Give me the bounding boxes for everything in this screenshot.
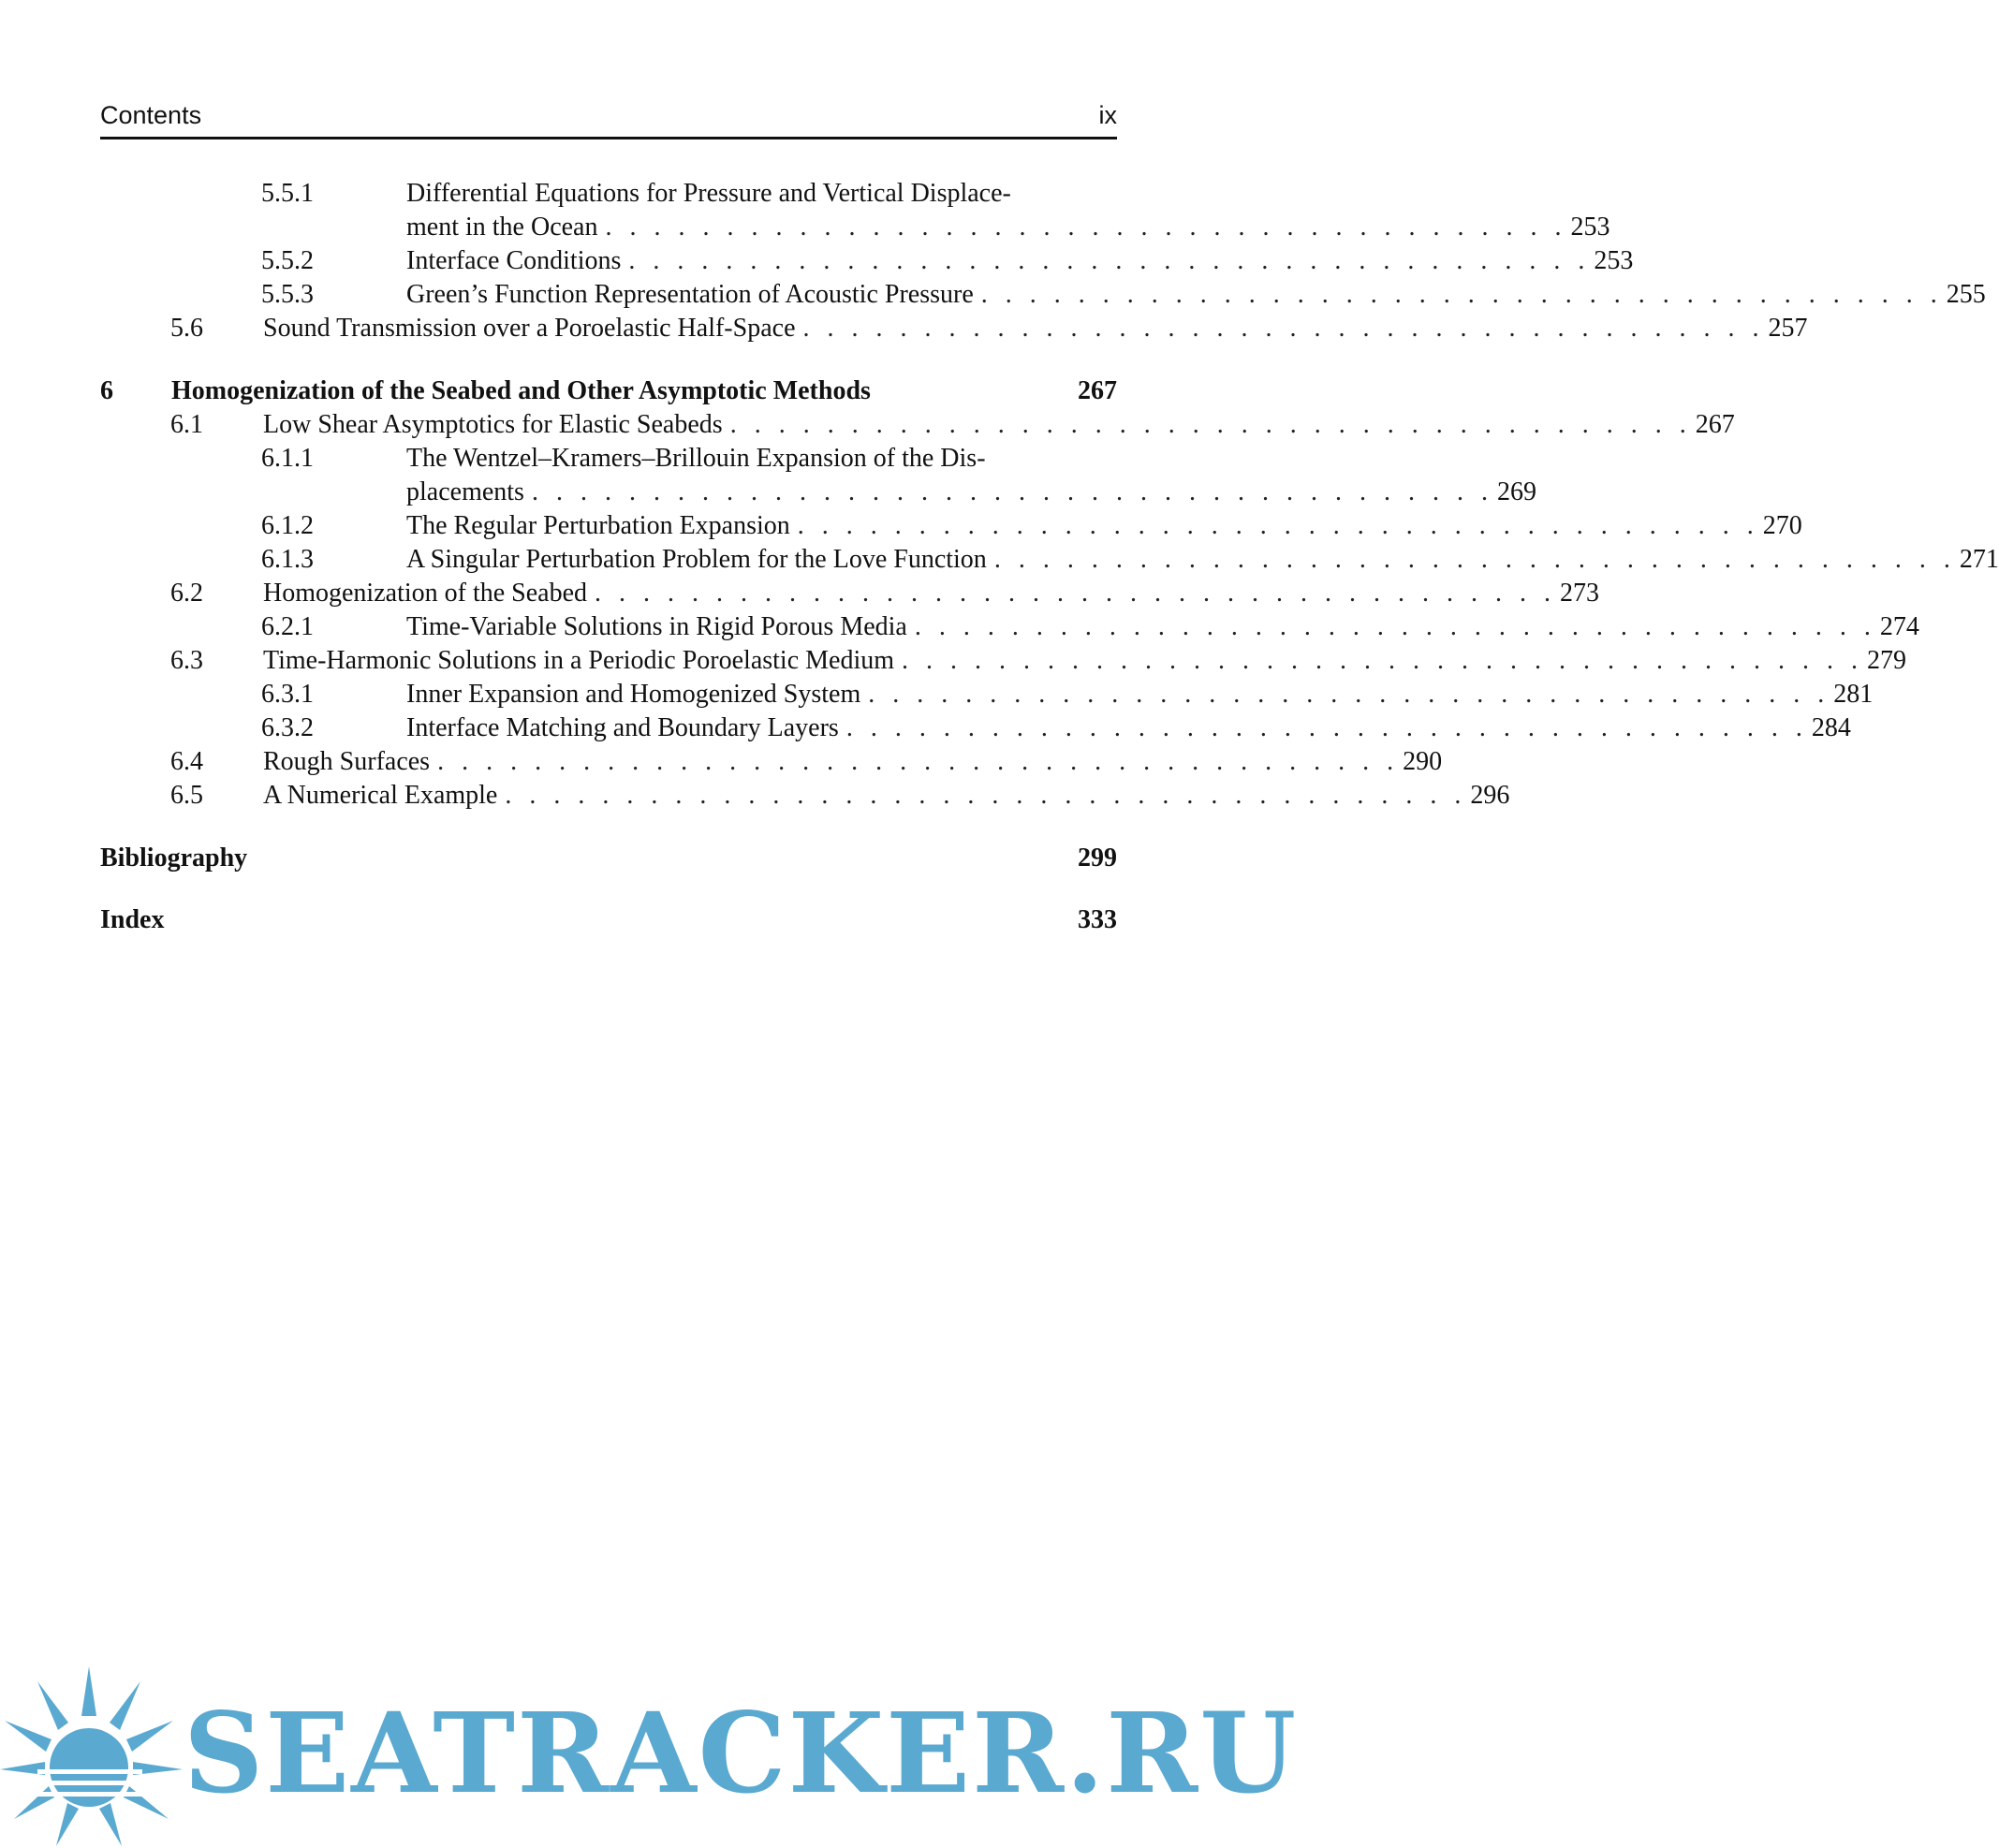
toc-entry-6-3-1[interactable] <box>100 679 1874 711</box>
toc-entry-6-1-3[interactable] <box>100 544 1999 576</box>
section-number: 6.1.3 <box>261 545 314 574</box>
page-ref: 273 <box>1560 579 1600 608</box>
leader-dots: . . . . . . . . . . . . . . . . . . . . . . . . . . . . . . . . . . . . . . . . <box>914 612 1876 641</box>
section-number: 6.2.1 <box>261 612 314 641</box>
page-ref: 333 <box>1078 905 1117 934</box>
section-title-line2: placements <box>406 477 524 506</box>
leader-dots: . . . . . . . . . . . . . . . . . . . . . . . . . . . . . . . . . . . . . . . . <box>980 280 1943 309</box>
toc-entry-6-5[interactable] <box>100 780 1510 812</box>
toc-entry-5-6[interactable] <box>100 313 1808 345</box>
section-title: A Numerical Example <box>263 781 498 810</box>
section-title: A Singular Perturbation Problem for the Love Function <box>406 545 987 574</box>
page-ref: 279 <box>1867 646 1907 675</box>
leader-dots: . . . . . . . . . . . . . . . . . . . . . . . . . . . . . . . . . . . . . . . . <box>868 680 1830 709</box>
section-title: Low Shear Asymptotics for Elastic Seabeds <box>263 410 723 439</box>
page-ref: 271 <box>1959 545 1999 574</box>
leader-dots: . . . . . . . . . . . . . . . . . . . . . . . . . . . . . . . . . . . . . . . . <box>437 747 1400 776</box>
watermark <box>0 1665 1299 1848</box>
section-title: Sound Transmission over a Poroelastic Half-Space <box>263 314 796 343</box>
chapter-number: 6 <box>100 376 113 405</box>
leader-dots: . . . . . . . . . . . . . . . . . . . . . . . . . . . . . . . . . . . . . . . . <box>505 781 1467 810</box>
toc-entry-6-1-1-cont[interactable] <box>100 477 1536 508</box>
leader-dots: . . . . . . . . . . . . . . . . . . . . . . . . . . . . . . . . . . . . . . . . <box>993 545 1956 574</box>
page-ref: 269 <box>1496 477 1536 506</box>
toc-entry-6-1[interactable] <box>100 409 1735 441</box>
section-number: 6.5 <box>170 781 203 810</box>
toc-chapter-6[interactable] <box>100 375 1117 407</box>
page-ref: 267 <box>1078 376 1117 405</box>
toc-entry-5-5-1[interactable] <box>100 178 1117 210</box>
section-number: 5.5.1 <box>261 179 314 208</box>
page-header <box>100 95 1117 139</box>
section-title: Rough Surfaces <box>263 747 431 776</box>
section-title: Green’s Function Representation of Acoustic Pressure <box>406 280 974 309</box>
toc-entry-5-5-2[interactable] <box>100 245 1634 277</box>
section-title: Time-Variable Solutions in Rigid Porous Media <box>406 612 907 641</box>
toc-entry-6-1-2[interactable] <box>100 510 1802 542</box>
section-number: 6.1.1 <box>261 444 314 473</box>
section-number: 6.3 <box>170 646 203 675</box>
leader-dots: . . . . . . . . . . . . . . . . . . . . . . . . . . . . . . . . . . . . . . . . <box>531 477 1493 506</box>
page-ref: 267 <box>1695 410 1735 439</box>
leader-dots: . . . . . . . . . . . . . . . . . . . . . . . . . . . . . . . . . . . . . . . . <box>797 511 1759 540</box>
page-ref: 296 <box>1470 781 1510 810</box>
page-ref: 274 <box>1879 612 1919 641</box>
toc-entry-6-1-1[interactable] <box>100 443 1117 475</box>
section-number: 6.1.2 <box>261 511 314 540</box>
page-ref: 299 <box>1078 843 1117 873</box>
section-title: Homogenization of the Seabed <box>263 579 588 608</box>
section-title: The Regular Perturbation Expansion <box>406 511 790 540</box>
section-title: Interface Conditions <box>406 246 622 275</box>
leader-dots: . . . . . . . . . . . . . . . . . . . . . . . . . . . . . . . . . . . . . . . . <box>845 713 1808 742</box>
page-ref: 253 <box>1570 213 1610 242</box>
section-number: 5.5.3 <box>261 280 314 309</box>
section-number: 5.5.2 <box>261 246 314 275</box>
toc-entry-5-5-3[interactable] <box>100 279 1986 311</box>
leader-dots: . . . . . . . . . . . . . . . . . . . . . . . . . . . . . . . . . . . . . . . . <box>628 246 1591 275</box>
chapter-title: Homogenization of the Seabed and Other Asymptotic Methods <box>171 376 871 405</box>
page-ref: 281 <box>1833 680 1874 709</box>
toc-index[interactable] <box>100 904 1117 936</box>
section-number: 6.3.2 <box>261 713 314 742</box>
section-number: 6.3.1 <box>261 680 314 709</box>
chapter-title: Index <box>100 905 165 934</box>
toc-entry-6-2[interactable] <box>100 578 1600 609</box>
page-number: ix <box>1098 101 1117 129</box>
toc-bibliography[interactable] <box>100 843 1117 874</box>
section-number: 6.2 <box>170 579 203 608</box>
toc-entry-6-3[interactable] <box>100 645 1907 677</box>
section-title-line1: Differential Equations for Pressure and Vertical Displace- <box>406 179 1011 208</box>
section-title: Time-Harmonic Solutions in a Periodic Poroelastic Medium <box>263 646 895 675</box>
toc-entry-6-3-2[interactable] <box>100 712 1851 744</box>
leader-dots: . . . . . . . . . . . . . . . . . . . . . . . . . . . . . . . . . . . . . . . . <box>595 579 1557 608</box>
section-number: 6.1 <box>170 410 203 439</box>
leader-dots: . . . . . . . . . . . . . . . . . . . . . . . . . . . . . . . . . . . . . . . . <box>802 314 1765 343</box>
section-title-line1: The Wentzel–Kramers–Brillouin Expansion of the Dis- <box>406 444 986 473</box>
page-ref: 253 <box>1594 246 1634 275</box>
section-number: 5.6 <box>170 314 203 343</box>
leader-dots: . . . . . . . . . . . . . . . . . . . . . . . . . . . . . . . . . . . . . . . . <box>729 410 1692 439</box>
toc-entry-6-2-1[interactable] <box>100 611 1919 643</box>
toc-entry-5-5-1-cont[interactable] <box>100 212 1610 243</box>
leader-dots: . . . . . . . . . . . . . . . . . . . . . . . . . . . . . . . . . . . . . . . . <box>605 213 1567 242</box>
leader-dots: . . . . . . . . . . . . . . . . . . . . . . . . . . . . . . . . . . . . . . . . <box>902 646 1864 675</box>
running-head: Contents <box>100 101 202 129</box>
page-ref: 284 <box>1811 713 1851 742</box>
page-ref: 257 <box>1768 314 1808 343</box>
sun-logo-icon <box>0 1665 187 1848</box>
section-title: Interface Matching and Boundary Layers <box>406 713 839 742</box>
page-ref: 290 <box>1403 747 1443 776</box>
toc-entry-6-4[interactable] <box>100 746 1443 778</box>
watermark-text: SEATRACKER.RU <box>184 1688 1299 1818</box>
section-title-line2: ment in the Ocean <box>406 213 598 242</box>
page-ref: 270 <box>1762 511 1802 540</box>
page-ref: 255 <box>1946 280 1986 309</box>
section-number: 6.4 <box>170 747 203 776</box>
section-title: Inner Expansion and Homogenized System <box>406 680 861 709</box>
chapter-title: Bibliography <box>100 843 248 873</box>
